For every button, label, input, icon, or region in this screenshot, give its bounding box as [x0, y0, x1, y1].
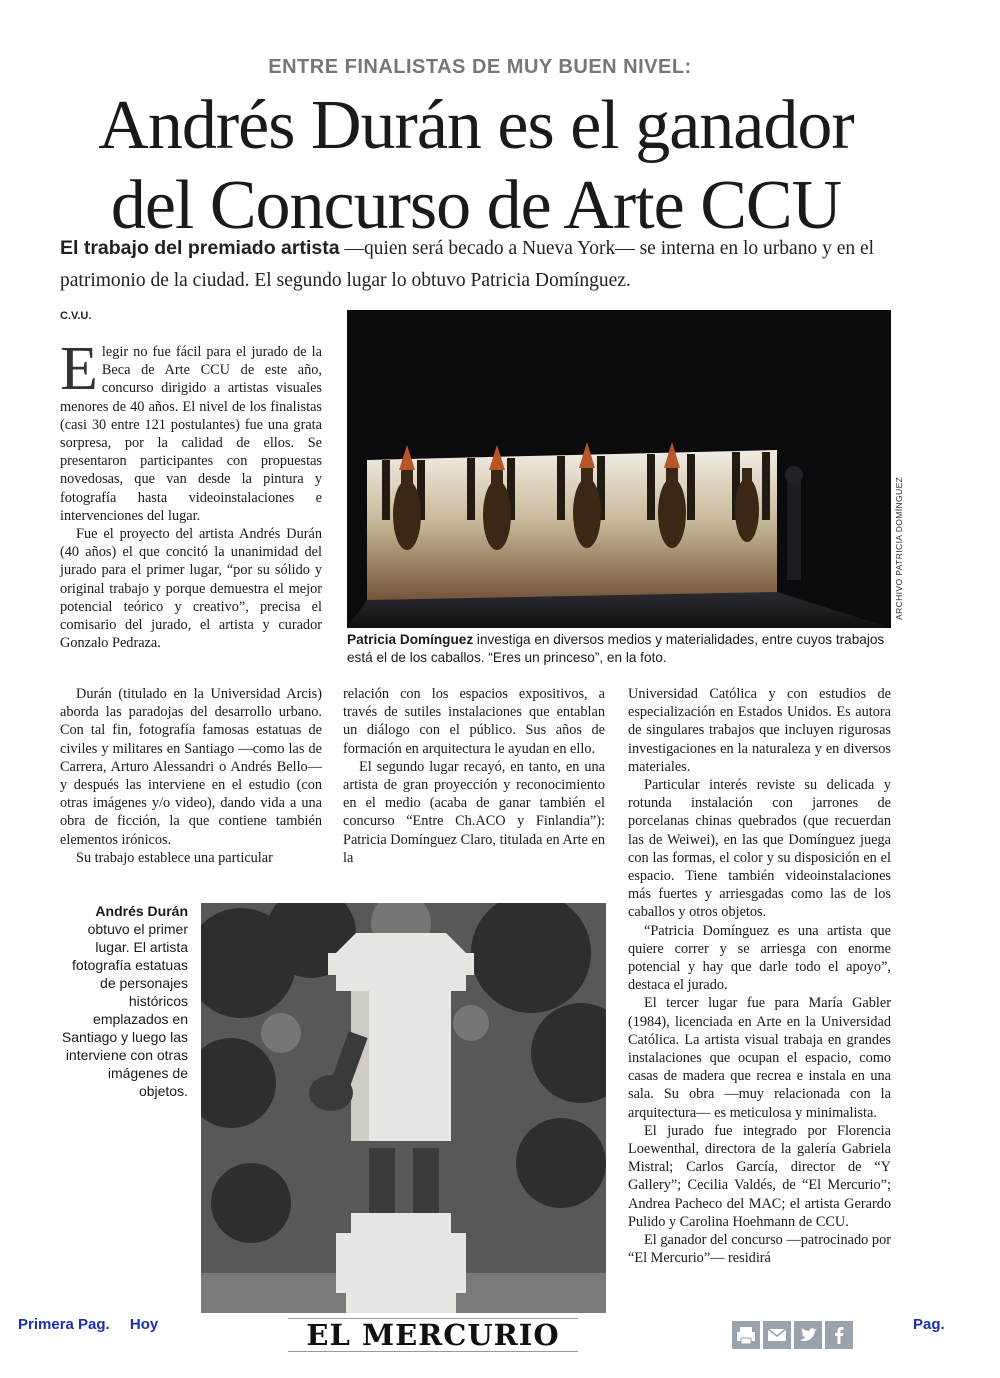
- article-paragraph: Fue el proyecto del artista Andrés Durán (40 años) el que concitó la unanimidad del jurado para el primer lugar, “por su sólido y original trabajo y porque demuestra el mejor potencial teórico y creativo”, precisa el comisario del jurado, el artista y curador Gonzalo Pedraza.: [60, 526, 322, 652]
- statue-photo: [201, 903, 606, 1313]
- article-paragraph: El tercer lugar fue para María Gabler (1984), licenciada en Arte en la Universidad Católica. La artista visual trabaja en grandes instalaciones que ocupan el espacio, como casas de madera que recrea e instala en una sala. Su obra —muy relacionada con la arquitectura— es meticulosa y minimalista.: [628, 995, 891, 1121]
- print-icon[interactable]: [732, 1321, 760, 1349]
- article-paragraph: Universidad Católica y con estudios de especialización en Estados Unidos. Es autora de singulares trabajos que incluyen rigurosas investigaciones en la naturaleza y en diversos materiales.: [628, 686, 891, 775]
- article-paragraph: El segundo lugar recayó, en tanto, en una artista de gran proyección y reconocimiento en el medio (acaba de ganar también el concurso “Entre Ch.ACO y Finlandia”): Patricia Domínguez Claro, titulada en Arte en la: [343, 758, 605, 866]
- kicker: ENTRE FINALISTAS DE MUY BUEN NIVEL:: [268, 56, 692, 78]
- headline: [0, 86, 952, 246]
- article-column-2: [343, 685, 605, 867]
- statue-caption: [60, 902, 188, 1100]
- deck: [60, 232, 900, 297]
- paragraph-text: legir no fue fácil para el jurado de la Beca de Arte CCU de este año, concurso dirigido a artistas visuales menores de 40 años. El nivel de los finalistas (casi 30 entre 121 postulantes) fue una grata sorpresa, por la calidad de ellos. Se presentaron participantes con propuestas novedosas, que van desde la pintura y fotografía hasta videoinstalaciones e intervenciones del lugar.: [60, 344, 322, 524]
- today-link[interactable]: Hoy: [129, 1316, 159, 1333]
- byline: C.V.U.: [60, 310, 92, 322]
- deck-rest: —quien será becado a Nueva York— se interna en lo urbano y en el patrimonio de la ciudad. El segundo lugar lo obtuvo Patricia Domínguez.: [60, 238, 875, 291]
- article-paragraph: Su trabajo establece una particular: [76, 849, 273, 866]
- article-paragraph: “Patricia Domínguez es una artista que quiere correr y se arriesga con enorme potencial y hay que darle todo el apoyo”, destaca el jurado.: [628, 922, 891, 994]
- article-paragraph: [60, 335, 322, 525]
- caption-name: Andrés Durán: [95, 903, 188, 919]
- article-paragraph: Particular interés reviste su delicada y rotunda instalación con jarrones de porcelanas chinas quebrados (que recuerdan las de Weiwei), en las que Domínguez juega con las formas, el color y su disposición en el espacio. Tiene también videoinstalaciones más fuertes y arriesgadas como las de los caballos y otros objetos.: [628, 777, 891, 921]
- dropcap: E: [60, 335, 98, 403]
- photo-credit-text: ARCHIVO PATRICIA DOMÍNGUEZ: [894, 476, 904, 620]
- article-column-3: [628, 685, 891, 1268]
- article-paragraph: El jurado fue integrado por Florencia Loewenthal, directora de la galería Gabriela Mistral; Carlos García, director de “Y Gallery”; Cecilia Valdés, de “El Mercurio”; Andrea Pacheco del MAC; el artista Gerardo Pulido y Carolina Hoehmann de CCU.: [628, 1122, 891, 1230]
- caption-text: obtuvo el primer lugar. El artista fotografía estatuas de personajes históricos emplazados en Santiago y luego las interviene con otras imágenes de objetos.: [61, 921, 188, 1099]
- facebook-icon[interactable]: [825, 1321, 853, 1349]
- photo-credit: [886, 470, 916, 620]
- installation-photo: [347, 310, 891, 628]
- footer-nav: [18, 1316, 174, 1333]
- caption-text: investiga en diversos medios y materialidades, entre cuyos trabajos está el de los caballos. “Eres un princeso”, en la foto.: [347, 632, 885, 665]
- article-paragraph: Durán (titulado en la Universidad Arcis) aborda las paradojas del desarrollo urbano. Con tal fin, fotografía famosas estatuas de civiles y militares en Santiago —como las de Carrera, Arturo Alessandri o Andrés Bello— y después las interviene en el estudio (con otras imágenes y/o video), dando vida a una obra de ficción, la que contiene también elementos irónicos.: [60, 686, 322, 848]
- installation-photo-image: [347, 310, 891, 628]
- deck-lead: El trabajo del premiado artista: [60, 237, 340, 259]
- first-page-link[interactable]: Primera Pag.: [18, 1316, 110, 1333]
- article-paragraph: relación con los espacios expositivos, a través de sutiles instalaciones que entablan un diálogo con el público. Sus años de formación en arquitectura le ayudan en ello.: [343, 686, 605, 757]
- installation-caption: [347, 631, 891, 667]
- article-column-1: [60, 335, 322, 652]
- statue-photo-image: [201, 903, 606, 1313]
- article-paragraph: El ganador del concurso —patrocinado por “El Mercurio”— residirá: [628, 1232, 891, 1267]
- article-column-1-continued: [60, 685, 322, 867]
- share-icons: [732, 1321, 856, 1349]
- masthead-logo: EL MERCURIO: [288, 1318, 578, 1352]
- twitter-icon[interactable]: [794, 1321, 822, 1349]
- headline-line-1: Andrés Durán es el ganador: [98, 87, 854, 164]
- page-link[interactable]: Pag.: [913, 1316, 945, 1333]
- caption-name: Patricia Domínguez: [347, 632, 474, 647]
- headline-line-2: del Concurso de Arte CCU: [110, 167, 842, 244]
- email-icon[interactable]: [763, 1321, 791, 1349]
